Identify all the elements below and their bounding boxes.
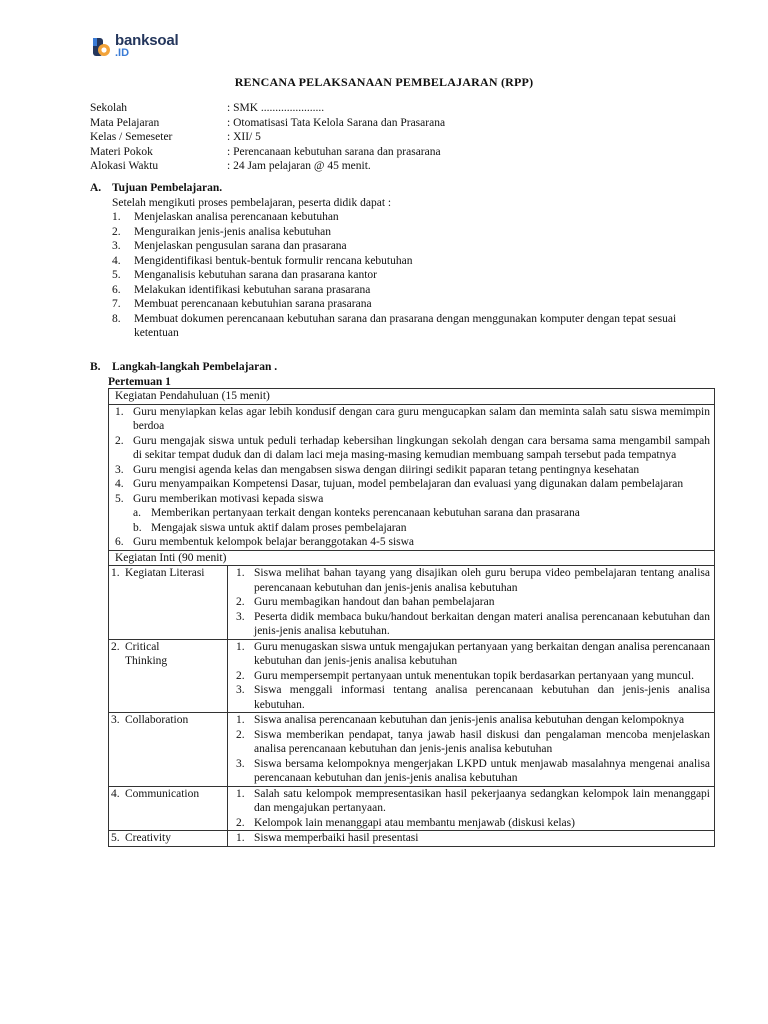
activity-table [108,388,715,847]
identity-value: : Perencanaan kebutuhan sarana dan prasarana [227,145,441,158]
list-item-text: Menjelaskan pengusulan sarana dan prasarana [134,240,347,252]
list-item-text: Guru menugaskan siswa untuk mengajukan pertanyaan yang berkaitan dengan analisa perencanaan kebutuhan dan jenis-jenis analisa kebutuhan [254,640,710,667]
list-item: 8. Membuat dokumen perencanaan kebutuhan sarana dan prasarana dengan menggunakan komputer dengan tepat sesuai ketentuan [112,312,710,341]
section-letter: A. [90,182,102,194]
list-item-text: Peserta didik membaca buku/handout berkaitan dengan materi analisa perencanaan kebutuhan dan jenis-jenis analisa kebutuhan. [254,610,710,637]
identity-label: Mata Pelajaran [90,116,160,129]
list-item-text: Guru menyampaikan Kompetensi Dasar, tujuan, model pembelajaran dan evaluasi yang digunakan dalam pembelajaran [133,478,684,490]
phase-number: 4. [111,787,120,800]
logo-mark-icon [92,34,112,60]
list-item: 1. Siswa memperbaiki hasil presentasi [232,831,710,846]
list-item: 1. Salah satu kelompok mempresentasikan hasil pekerjaanya sedangkan kelompok lain menanggapi dan mengajukan pertanyaan. [236,787,710,814]
list-item: 3. Siswa menggali informasi tentang analisa perencanaan kebutuhan dan jenis-jenis analisa kebutuhan. [236,684,710,711]
phase-number: 5. [111,832,120,844]
phase-number: 2. [111,640,120,653]
table-row [109,389,715,405]
phase-name: Critical Thinking [125,640,168,667]
identity-row [90,116,445,131]
inti-header: Kegiatan Inti (90 menit) [109,550,715,566]
list-item: 1. Siswa melihat bahan tayang yang disajikan oleh guru berupa video pembelajaran tentang analisa perencanaan kebutuhan dan jenis-jenis analisa kebutuhan [236,567,710,594]
section-langkah [90,360,715,389]
list-item-text: Siswa analisa perencanaan kebutuhan dan jenis-jenis analisa kebutuhan dengan kelompoknya [254,714,685,726]
table-row [109,831,715,847]
list-item-text: Membuat dokumen perencanaan kebutuhan sarana dan prasarana dengan menggunakan komputer dengan tepat sesuai ketentuan [134,312,677,339]
identity-row [90,101,445,116]
list-item: 4. Mengidentifikasi bentuk-bentuk formulir rencana kebutuhan [112,254,413,267]
list-item-text: Siswa memberikan pendapat, tanya jawab hasil diskusi dan pengalaman mencoba menjelaskan analisa perencanaan kebutuhan dan jenis-jenis analisa kebutuhan [254,728,710,755]
pendahuluan-cell [109,404,715,550]
sub-item-marker: b. [133,521,142,534]
list-item: 2. Guru membagikan handout dan bahan pembelajaran [232,595,710,610]
list-item: 1. Menjelaskan analisa perencanaan kebutuhan [112,211,339,223]
identity-label: Materi Pokok [90,145,153,158]
identity-label: Kelas / Semeseter [90,131,173,143]
list-item: 7. Membuat perencanaan kebutuhian sarana prasarana [112,298,372,310]
identity-value: : 24 Jam pelajaran @ 45 menit. [227,160,371,172]
phase-cell [109,713,228,787]
bank-soal-logo [92,34,178,60]
list-item-text: Membuat perencanaan kebutuhian sarana prasarana [134,298,372,310]
section-title: Tujuan Pembelajaran. [112,182,223,194]
sub-list-item [113,506,710,521]
phase-name: Communication [125,787,200,800]
section-heading [90,181,710,196]
logo-text [115,34,178,60]
list-item-text: Guru membentuk kelompok belajar beranggotakan 4-5 siswa [133,536,415,548]
table-row [109,639,715,713]
identity-value: : XII/ 5 [227,131,261,143]
phase-activities [228,713,715,787]
phase-cell [109,639,228,713]
list-item: 2. Siswa memberikan pendapat, tanya jawab hasil diskusi dan pengalaman mencoba menjelaskan analisa perencanaan kebutuhan dan jenis-jenis analisa kebutuhan [236,728,710,755]
list-item-text: Menjelaskan analisa perencanaan kebutuhan [134,211,339,223]
identity-label: Alokasi Waktu [90,160,159,172]
tujuan-list [90,210,710,341]
phase-name: Kegiatan Literasi [125,567,205,579]
meeting-label: Pertemuan 1 [108,375,171,388]
sub-item-marker: a. [133,507,141,519]
phase-number: 3. [111,714,120,726]
section-intro: Setelah mengikuti proses pembelajaran, peserta didik dapat : [112,196,392,209]
list-item: 6. Guru membentuk kelompok belajar beranggotakan 4-5 siswa [113,535,710,550]
identity-value: : SMK ...................... [227,102,325,114]
list-item-text: Guru memberikan motivasi kepada siswa [133,492,324,505]
sub-item-text: Memberikan pertanyaan terkait dengan konteks perencanaan kebutuhan sarana dan prasarana [151,507,580,519]
list-item: 5. Guru memberikan motivasi kepada siswa [113,492,710,507]
list-item-text: Kelompok lain menanggapi atau membantu menjawab (diskusi kelas) [254,816,575,829]
list-item-text: Menganalisis kebutuhan sarana dan prasarana kantor [134,269,378,281]
list-item-text: Siswa bersama kelompoknya mengerjakan LKPD untuk menjawab masalahnya mengenai analisa perencanaan kebutuhan dan jenis-jenis analisa kebutuhan [254,757,710,784]
list-item-text: Guru mengisi agenda kelas dan mengabsen siswa dengan diiringi sedikit paparan tetang pentingnya kesehatan [133,463,640,476]
list-item-text: Menguraikan jenis-jenis analisa kebutuhan [134,225,332,238]
list-item-text: Siswa menggali informasi tentang analisa perencanaan kebutuhan dan jenis-jenis analisa kebutuhan. [254,684,710,711]
list-item-text: Guru mempersempit pertanyaan untuk menentukan topik berdasarkan pertanyaan yang muncul. [254,669,695,682]
table-row [109,550,715,566]
pendahuluan-header: Kegiatan Pendahuluan (15 menit) [109,389,715,405]
table-row [109,566,715,640]
list-item: 4. Guru menyampaikan Kompetensi Dasar, tujuan, model pembelajaran dan evaluasi yang digunakan dalam pembelajaran [113,477,710,492]
list-item: 3. Guru mengisi agenda kelas dan mengabsen siswa dengan diiringi sedikit paparan tetang pentingnya kesehatan [113,463,710,478]
identity-row [90,130,445,145]
sub-item-text: Mengajak siswa untuk aktif dalam proses pembelajaran [151,521,407,534]
list-item-text: Siswa melihat bahan tayang yang disajikan oleh guru berupa video pembelajaran tentang analisa perencanaan kebutuhan dan jenis-jenis analisa kebutuhan [254,567,710,594]
phase-cell [109,786,228,831]
phase-name: Creativity [125,832,171,844]
section-heading [90,360,715,375]
sub-list-item [113,521,710,536]
logo-sub: .ID [115,47,130,59]
page-title: RENCANA PELAKSANAAN PEMBELAJARAN (RPP) [234,75,534,89]
list-item: 1. Guru menugaskan siswa untuk mengajukan pertanyaan yang berkaitan dengan analisa perencanaan kebutuhan dan jenis-jenis analisa kebutuhan [236,640,710,667]
phase-activities [228,786,715,831]
phase-activities [228,639,715,713]
identity-label: Sekolah [90,102,128,114]
identity-value: : Otomatisasi Tata Kelola Sarana dan Prasarana [227,116,446,129]
phase-cell [109,831,228,847]
list-item: 3. Peserta didik membaca buku/handout berkaitan dengan materi analisa perencanaan kebutuhan dan jenis-jenis analisa kebutuhan. [236,610,710,637]
phase-name: Collaboration [125,714,189,726]
section-letter: B. [90,361,101,373]
identity-block [90,101,445,174]
list-item: 3. Menjelaskan pengusulan sarana dan prasarana [112,240,347,252]
list-item-text: Guru mengajak siswa untuk peduli terhadap kebersihan lingkungan sekolah dengan cara bersama sama mengambil sampah di sekitar tempat duduk dan di dalam laci meja masing-masing kemudian membuang sampah tersebut pada tempatnya [133,434,710,461]
list-item-text: Mengidentifikasi bentuk-bentuk formulir rencana kebutuhan [134,254,413,267]
phase-number: 1. [111,567,120,579]
list-item-text: Guru membagikan handout dan bahan pembelajaran [254,596,495,608]
section-tujuan [90,181,710,341]
list-item: 2. Kelompok lain menanggapi atau membantu menjawab (diskusi kelas) [232,816,710,831]
identity-row [90,145,445,160]
list-item: 3. Siswa bersama kelompoknya mengerjakan LKPD untuk menjawab masalahnya mengenai analisa perencanaan kebutuhan dan jenis-jenis analisa kebutuhan [236,757,710,784]
list-item: 6. Melakukan identifikasi kebutuhan sarana prasarana [112,283,371,296]
list-item: 2. Guru mempersempit pertanyaan untuk menentukan topik berdasarkan pertanyaan yang muncul. [232,669,710,684]
list-item-text: Siswa memperbaiki hasil presentasi [254,832,419,844]
table-row [109,404,715,550]
section-title: Langkah-langkah Pembelajaran . [112,361,278,373]
list-item: 2. Guru mengajak siswa untuk peduli terhadap kebersihan lingkungan sekolah dengan cara bersama sama mengambil sampah di sekitar tempat duduk dan di dalam laci meja masing-masing kemudian membuang sampah tersebut pada tempatnya [115,434,710,461]
phase-cell [109,566,228,640]
list-item: 2. Menguraikan jenis-jenis analisa kebutuhan [112,225,332,238]
table-row [109,713,715,787]
phase-activities [228,566,715,640]
list-item: 1. Siswa analisa perencanaan kebutuhan dan jenis-jenis analisa kebutuhan dengan kelompoknya [232,713,710,728]
list-item: 5. Menganalisis kebutuhan sarana dan prasarana kantor [112,269,378,281]
table-row [109,786,715,831]
list-item: 1. Guru menyiapkan kelas agar lebih kondusif dengan cara guru mengucapkan salam dan meminta salah satu siswa memimpin berdoa [115,405,710,432]
list-item-text: Salah satu kelompok mempresentasikan hasil pekerjaanya sedangkan kelompok lain menanggapi dan mengajukan pertanyaan. [254,787,710,814]
list-item-text: Guru menyiapkan kelas agar lebih kondusif dengan cara guru mengucapkan salam dan meminta salah satu siswa memimpin berdoa [133,405,710,432]
identity-row [90,159,445,174]
phase-activities [228,831,715,847]
logo-word: banksoal [115,32,179,49]
list-item-text: Melakukan identifikasi kebutuhan sarana prasarana [134,283,371,296]
